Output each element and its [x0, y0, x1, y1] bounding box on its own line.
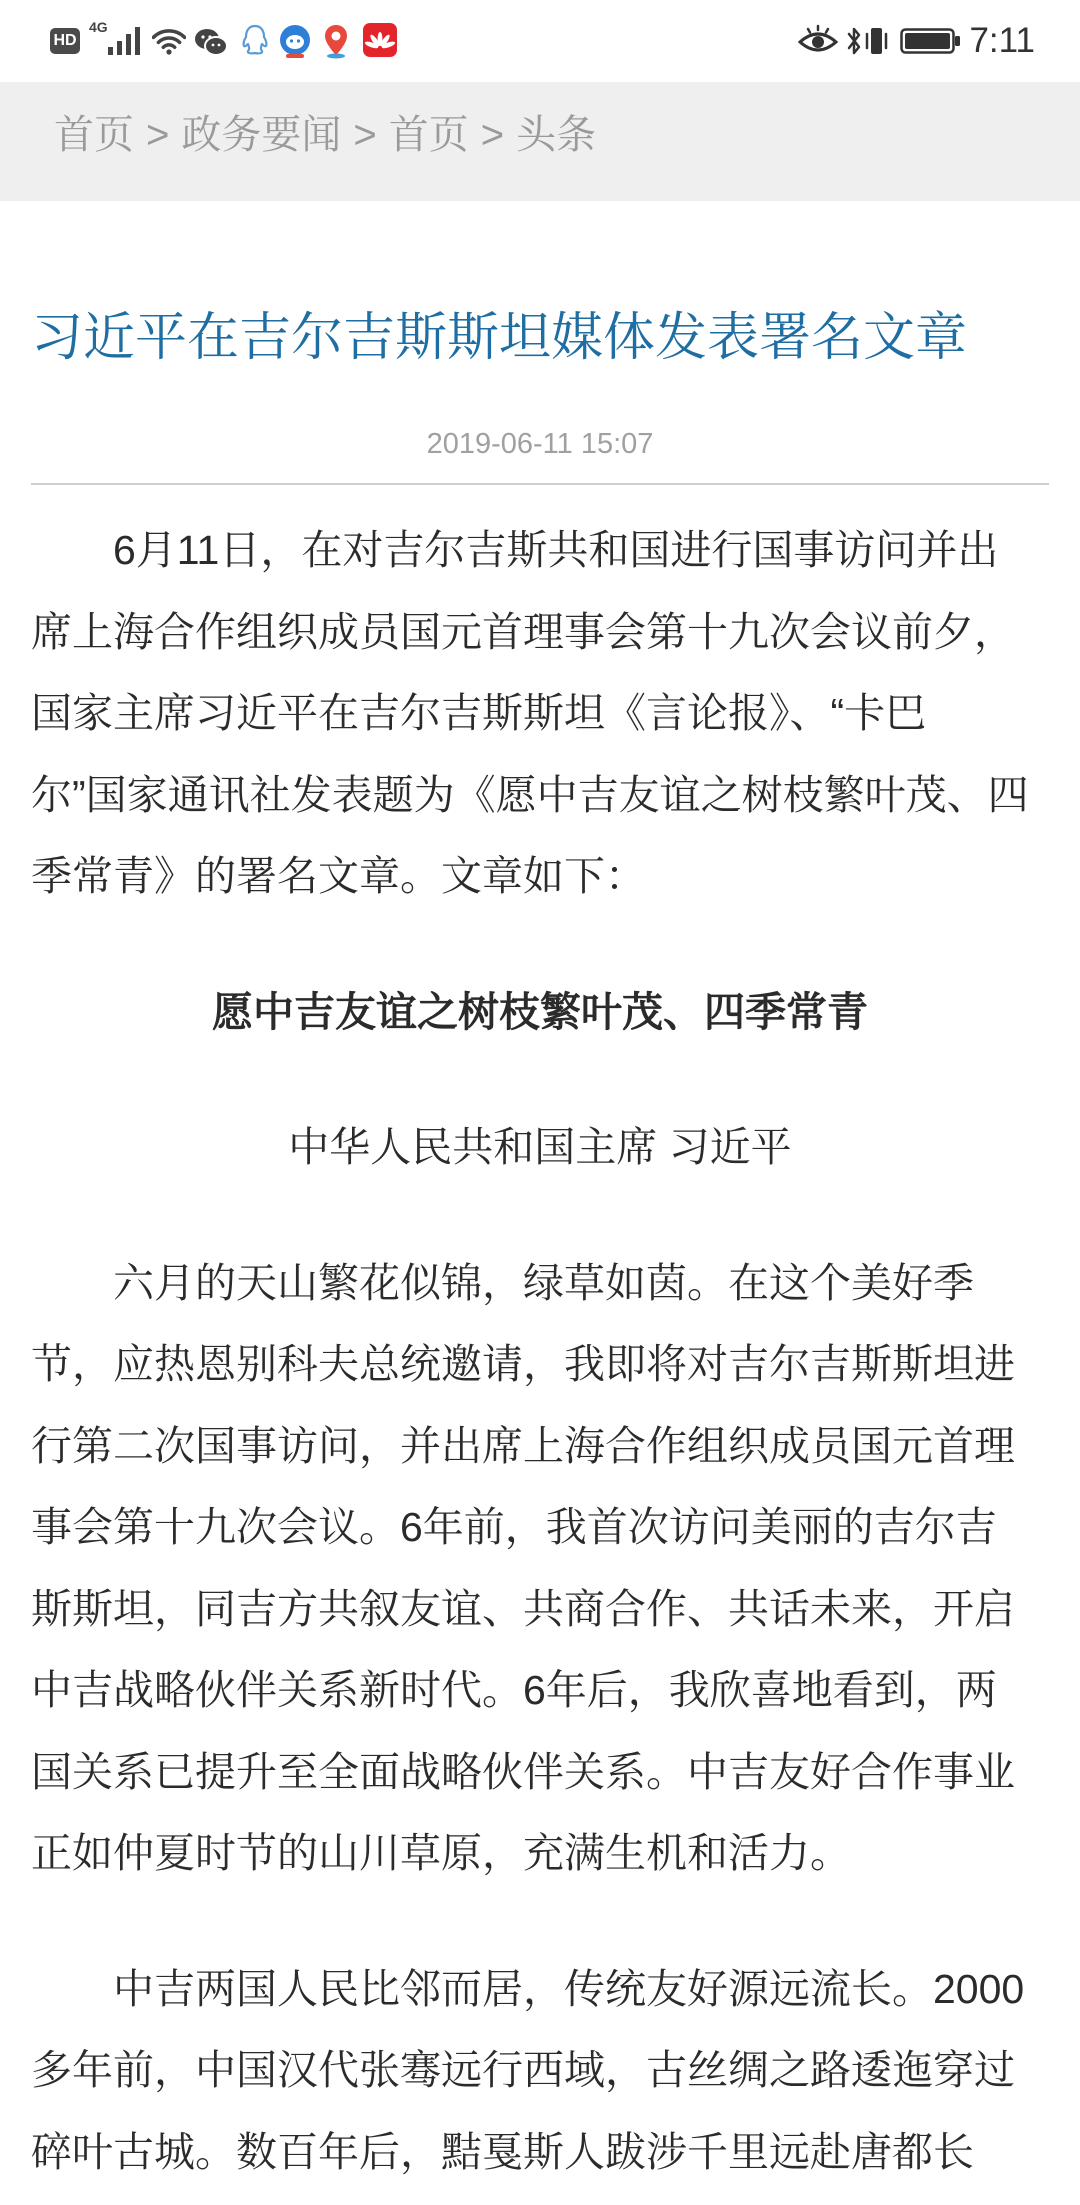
paragraph-line: 事会第十九次会议。6年前，我首次访问美丽的吉尔吉	[31, 1504, 997, 1550]
intro-paragraph	[31, 510, 1049, 918]
battery-icon	[900, 28, 962, 54]
status-bar	[0, 0, 1080, 82]
paragraph-line: 碎叶古城。数百年后，黠戛斯人跋涉千里远赴唐都长	[31, 2128, 974, 2175]
paragraph-line: 多年前，中国汉代张骞远行西域，古丝绸之路逶迤穿过	[31, 2047, 1015, 2093]
breadcrumb-separator: >	[146, 113, 170, 157]
paragraph-line: 6月11日，在对吉尔吉斯共和国进行国事访问并出	[113, 527, 999, 573]
signal-strength-icon	[108, 27, 142, 55]
article-byline: 中华人民共和国主席 习近平	[288, 1124, 792, 1170]
paragraph-line: 节，应热恩别科夫总统邀请，我即将对吉尔吉斯斯坦进	[31, 1341, 1015, 1387]
vibrate-icon	[864, 26, 888, 56]
breadcrumb-item-headlines[interactable]: 头条	[516, 113, 597, 157]
article-date: 2019-06-11 15:07	[426, 428, 654, 460]
breadcrumb-separator: >	[480, 113, 505, 157]
article-title: 习近平在吉尔吉斯斯坦媒体发表署名文章	[31, 309, 968, 367]
wifi-icon	[152, 26, 186, 56]
location-pin-icon	[321, 23, 351, 59]
paragraph-line: 中吉战略伙伴关系新时代。6年后，我欣喜地看到，两	[31, 1667, 997, 1713]
article-headline-block	[31, 972, 1049, 1054]
bluetooth-icon	[846, 25, 862, 57]
status-time: 7:11	[969, 21, 1035, 60]
paragraph-line: 正如仲夏时节的山川草原，充满生机和活力。	[31, 1830, 851, 1876]
breadcrumb-item-home-2[interactable]: 首页	[388, 113, 469, 157]
huawei-icon	[363, 23, 397, 57]
breadcrumb-trail	[54, 82, 596, 188]
paragraph-line: 行第二次国事访问，并出席上海合作组织成员国元首理	[31, 1422, 1015, 1469]
breadcrumb-item-home[interactable]: 首页	[54, 113, 134, 157]
paragraph-line: 季常青》的署名文章。文章如下：	[31, 853, 646, 899]
app-notification-icon	[278, 23, 312, 59]
network-type-label: 4G	[89, 19, 108, 35]
hd-icon: HD	[50, 28, 80, 54]
article-headline: 愿中吉友谊之树枝繁叶茂、四季常青	[212, 988, 868, 1035]
paragraph-line: 席上海合作组织成员国元首理事会第十九次会议前夕，	[31, 608, 1015, 655]
paragraph-line: 六月的天山繁花似锦，绿草如茵。在这个美好季	[113, 1259, 974, 1306]
body-paragraph	[31, 1243, 1049, 1895]
breadcrumb-separator: >	[353, 113, 377, 157]
wechat-icon	[194, 27, 228, 57]
paragraph-line: 中吉两国人民比邻而居，传统友好源远流长。2000	[113, 1965, 1025, 2012]
paragraph-line: 斯斯坦，同吉方共叙友谊、共商合作、共话未来，开启	[31, 1585, 1015, 1632]
breadcrumb	[0, 82, 1080, 201]
paragraph-line: 尔”国家通讯社发表题为《愿中吉友谊之树枝繁叶茂、四	[31, 771, 1029, 818]
article-content	[31, 510, 1049, 2200]
eye-comfort-icon	[797, 24, 839, 58]
paragraph-line: 国家主席习近平在吉尔吉斯斯坦《言论报》、“卡巴	[31, 690, 927, 736]
title-divider	[31, 483, 1049, 485]
qq-icon	[240, 23, 270, 59]
article-byline-block	[31, 1107, 1049, 1189]
breadcrumb-item-government-news[interactable]: 政务要闻	[181, 113, 342, 157]
paragraph-line: 国关系已提升至全面战略伙伴关系。中吉友好合作事业	[31, 1748, 1015, 1795]
body-paragraph	[31, 1949, 1049, 2194]
